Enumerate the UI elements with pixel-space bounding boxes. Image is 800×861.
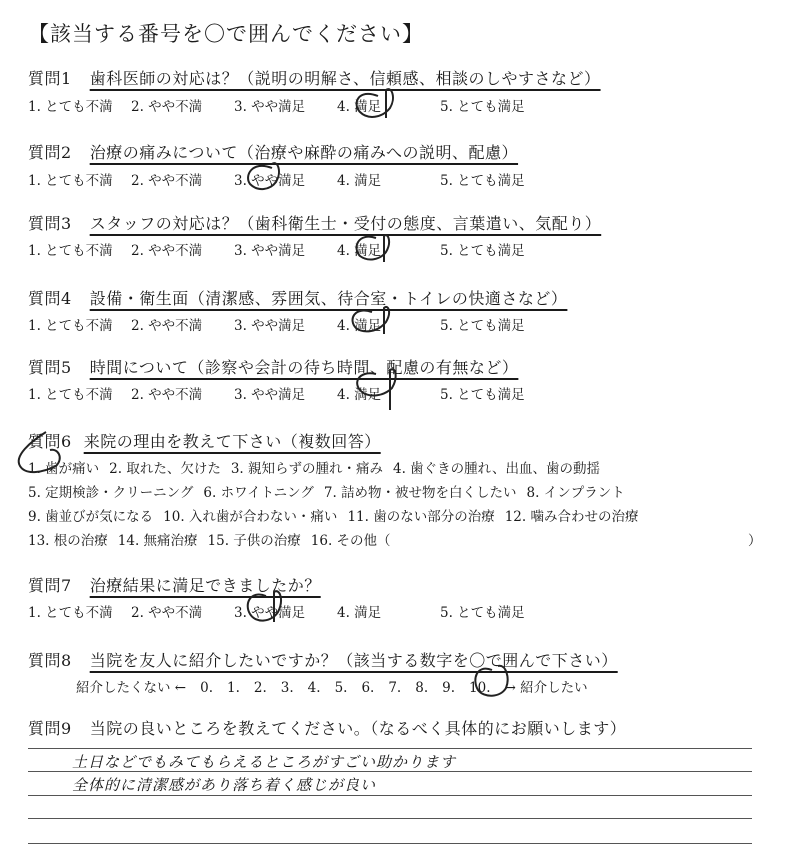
- question-7-label: 質問7: [28, 576, 72, 595]
- q5-option-4[interactable]: 4. 満足: [337, 387, 382, 403]
- q4-option-5[interactable]: 5. とても満足: [440, 318, 525, 334]
- question-9: [28, 716, 626, 739]
- answer-line-3: [28, 795, 752, 796]
- q8-value-10[interactable]: 10.: [469, 680, 491, 696]
- q8-value-8[interactable]: 8.: [415, 680, 429, 696]
- question-1-text: 歯科医師の対応は？（説明の明解さ、信頼感、相談のしやすさなど）: [89, 69, 601, 88]
- page-title: 【該当する番号を〇で囲んでください】: [28, 22, 424, 46]
- q5-option-1[interactable]: 1. とても不満: [28, 387, 113, 403]
- q5-option-5[interactable]: 5. とても満足: [440, 387, 525, 403]
- q6-option-7[interactable]: 7. 詰め物・被せ物を白くしたい: [323, 485, 517, 501]
- q3-option-5[interactable]: 5. とても満足: [440, 243, 525, 259]
- q8-value-3[interactable]: 3.: [280, 680, 294, 696]
- question-3-label: 質問3: [28, 214, 72, 233]
- q6-row-1: [28, 457, 610, 477]
- question-6: [28, 429, 381, 452]
- q7-option-4[interactable]: 4. 満足: [337, 605, 382, 621]
- question-7: [28, 573, 321, 596]
- q8-value-0[interactable]: 0.: [200, 680, 213, 696]
- q2-option-5[interactable]: 5. とても満足: [440, 173, 525, 189]
- question-3-options: [28, 239, 543, 259]
- question-8: [28, 648, 618, 671]
- q8-value-7[interactable]: 7.: [388, 680, 402, 696]
- question-1-label: 質問1: [28, 69, 72, 88]
- q6-option-14[interactable]: 14. 無痛治療: [117, 533, 198, 549]
- q5-option-3[interactable]: 3. やや満足: [234, 387, 306, 403]
- question-1-options: [28, 95, 543, 115]
- question-7-options: [28, 601, 543, 621]
- q6-option-10[interactable]: 10. 入れ歯が合わない・痛い: [163, 509, 338, 525]
- q3-option-2[interactable]: 2. やや不満: [131, 243, 203, 259]
- question-2: [28, 140, 518, 163]
- q2-option-4[interactable]: 4. 満足: [337, 173, 382, 189]
- q8-value-1[interactable]: 1.: [227, 680, 240, 696]
- question-7-text: 治療結果に満足できましたか？: [89, 576, 321, 595]
- q6-option-6[interactable]: 6. ホワイトニング: [203, 485, 314, 501]
- answer-line-4: [28, 818, 752, 819]
- q6-option-12[interactable]: 12. 噛み合わせの治療: [504, 509, 639, 525]
- q6-row-4: [28, 529, 401, 549]
- question-6-text: 来院の理由を教えて下さい（複数回答）: [83, 432, 381, 451]
- q6-option-13[interactable]: 13. 根の治療: [28, 533, 108, 549]
- q2-option-1[interactable]: 1. とても不満: [28, 173, 113, 189]
- q8-value-2[interactable]: 2.: [253, 680, 267, 696]
- handwritten-answer-1[interactable]: 土日などでもみてもらえるところがすごい助かります: [72, 753, 457, 771]
- q8-left-label: 紹介したくない ←: [76, 680, 187, 696]
- answer-line-5: [28, 843, 752, 844]
- q4-option-4[interactable]: 4. 満足: [337, 318, 382, 334]
- q8-value-5[interactable]: 5.: [334, 680, 348, 696]
- q6-option-1[interactable]: 1. 歯が痛い: [28, 461, 100, 477]
- question-5-label: 質問5: [28, 358, 72, 377]
- q7-option-3[interactable]: 3. やや満足: [234, 605, 306, 621]
- q6-option-3[interactable]: 3. 親知らずの腫れ・痛み: [230, 461, 384, 477]
- q7-option-1[interactable]: 1. とても不満: [28, 605, 113, 621]
- question-4-text: 設備・衛生面（清潔感、雰囲気、待合室・トイレの快適さなど）: [89, 289, 568, 308]
- q6-option-9[interactable]: 9. 歯並びが気になる: [28, 509, 154, 525]
- q6-option-15[interactable]: 15. 子供の治療: [207, 533, 301, 549]
- question-9-text: 当院の良いところを教えてください。（なるべく具体的にお願いします）: [89, 719, 627, 738]
- question-2-label: 質問2: [28, 143, 72, 162]
- q1-option-2[interactable]: 2. やや不満: [131, 99, 203, 115]
- q6-option-2[interactable]: 2. 取れた、欠けた: [109, 461, 221, 477]
- q8-value-4[interactable]: 4.: [307, 680, 321, 696]
- q4-option-3[interactable]: 3. やや満足: [234, 318, 306, 334]
- question-5: [28, 355, 518, 378]
- q1-option-3[interactable]: 3. やや満足: [234, 99, 306, 115]
- q6-other-close: ）: [748, 533, 762, 549]
- answer-line-1: [28, 748, 752, 749]
- q3-option-1[interactable]: 1. とても不満: [28, 243, 113, 259]
- question-8-text: 当院を友人に紹介したいですか？（該当する数字を〇で囲んで下さい）: [89, 651, 618, 670]
- q6-option-16[interactable]: 16. その他（: [310, 533, 391, 549]
- question-2-options: [28, 169, 543, 189]
- question-9-label: 質問9: [28, 719, 72, 738]
- q4-option-1[interactable]: 1. とても不満: [28, 318, 113, 334]
- q3-option-3[interactable]: 3. やや満足: [234, 243, 306, 259]
- question-2-text: 治療の痛みについて（治療や麻酔の痛みへの説明、配慮）: [89, 143, 519, 162]
- question-4-options: [28, 314, 543, 334]
- q8-value-6[interactable]: 6.: [361, 680, 375, 696]
- question-5-options: [28, 383, 543, 403]
- q1-option-5[interactable]: 5. とても満足: [440, 99, 525, 115]
- q8-value-9[interactable]: 9.: [442, 680, 456, 696]
- question-4: [28, 286, 567, 309]
- q1-option-4[interactable]: 4. 満足: [337, 99, 382, 115]
- question-4-label: 質問4: [28, 289, 72, 308]
- handwritten-answer-2[interactable]: 全体的に清潔感があり落ち着く感じが良い: [72, 776, 377, 794]
- q2-option-2[interactable]: 2. やや不満: [131, 173, 203, 189]
- q4-option-2[interactable]: 2. やや不満: [131, 318, 203, 334]
- q8-right-label: → 紹介したい: [504, 680, 588, 696]
- q7-option-5[interactable]: 5. とても満足: [440, 605, 525, 621]
- q5-option-2[interactable]: 2. やや不満: [131, 387, 203, 403]
- q2-option-3[interactable]: 3. やや満足: [234, 173, 306, 189]
- question-3-text: スタッフの対応は？（歯科衛生士・受付の態度、言葉遣い、気配り）: [89, 214, 602, 233]
- q3-option-4[interactable]: 4. 満足: [337, 243, 382, 259]
- q6-row-2: [28, 481, 635, 501]
- q6-option-5[interactable]: 5. 定期検診・クリーニング: [28, 485, 194, 501]
- q6-option-8[interactable]: 8. インプラント: [526, 485, 625, 501]
- q6-option-4[interactable]: 4. 歯ぐきの腫れ、出血、歯の動揺: [393, 461, 600, 477]
- question-1: [28, 66, 601, 89]
- question-6-label: 質問6: [28, 432, 72, 451]
- q6-option-11[interactable]: 11. 歯のない部分の治療: [347, 509, 495, 525]
- question-3: [28, 211, 601, 234]
- q1-option-1[interactable]: 1. とても不満: [28, 99, 113, 115]
- question-8-label: 質問8: [28, 651, 72, 670]
- question-8-scale: [76, 676, 602, 696]
- q6-row-3: [28, 505, 648, 525]
- q7-option-2[interactable]: 2. やや不満: [131, 605, 203, 621]
- question-5-text: 時間について（診察や会計の待ち時間、配慮の有無など）: [89, 358, 519, 377]
